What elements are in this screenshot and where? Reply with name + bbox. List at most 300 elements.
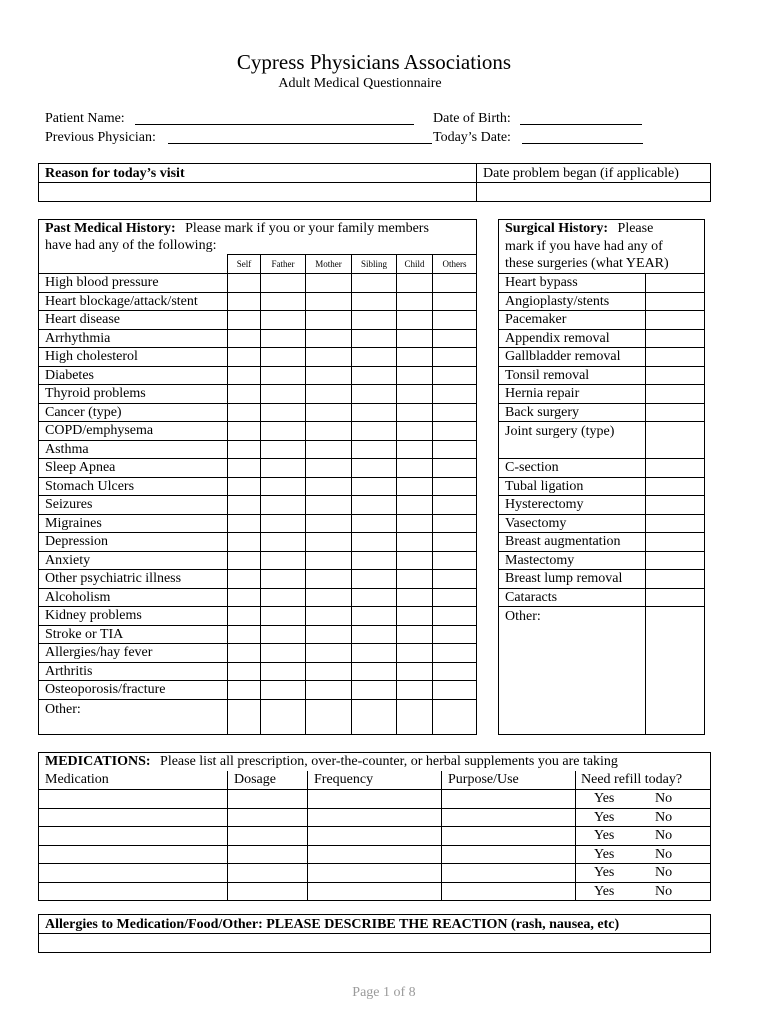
- check-cell-others[interactable]: [433, 514, 477, 533]
- condition-row: [39, 588, 477, 607]
- surgical-heading-row: [499, 220, 705, 274]
- check-cell-mother[interactable]: [306, 366, 352, 385]
- surgery-year-cell[interactable]: [646, 514, 705, 533]
- condition-row: [39, 477, 477, 496]
- purpose-cell[interactable]: [442, 790, 576, 809]
- check-cell-child[interactable]: [397, 607, 433, 626]
- check-cell-father[interactable]: [261, 699, 306, 734]
- previous-physician-label: Previous Physician:: [45, 130, 156, 145]
- check-cell-sibling[interactable]: [352, 662, 397, 681]
- check-cell-sibling[interactable]: [352, 607, 397, 626]
- medication-cell[interactable]: [39, 845, 228, 864]
- column-header-self: Self: [228, 255, 261, 274]
- date-problem-began-input-cell[interactable]: [477, 183, 711, 202]
- check-cell-others[interactable]: [433, 496, 477, 515]
- surgery-row: [499, 496, 705, 515]
- medication-row: [39, 827, 711, 846]
- check-cell-self[interactable]: [228, 329, 261, 348]
- dosage-cell[interactable]: [228, 864, 308, 883]
- pmh-heading-row: [39, 220, 477, 255]
- check-cell-child[interactable]: [397, 533, 433, 552]
- surgery-year-cell[interactable]: [646, 403, 705, 422]
- pmh-heading-line2: have had any of the following:: [45, 238, 217, 253]
- pmh-column-header-blank: [39, 255, 228, 274]
- check-cell-others[interactable]: [433, 459, 477, 478]
- refill-yes-option[interactable]: Yes: [594, 809, 615, 825]
- surgery-row: [499, 329, 705, 348]
- condition-label: Heart disease: [39, 311, 228, 330]
- check-cell-others[interactable]: [433, 403, 477, 422]
- check-cell-father[interactable]: [261, 662, 306, 681]
- pmh-other-label[interactable]: Other:: [39, 699, 228, 734]
- condition-label: Thyroid problems: [39, 385, 228, 404]
- check-cell-mother[interactable]: [306, 329, 352, 348]
- column-header-sibling: Sibling: [352, 255, 397, 274]
- check-cell-self[interactable]: [228, 311, 261, 330]
- check-cell-father[interactable]: [261, 329, 306, 348]
- refill-no-option[interactable]: No: [655, 865, 673, 881]
- reason-input-cell[interactable]: [39, 183, 477, 202]
- check-cell-others[interactable]: [433, 625, 477, 644]
- medications-heading-bold: MEDICATIONS:: [45, 754, 151, 770]
- check-cell-self[interactable]: [228, 681, 261, 700]
- check-cell-mother[interactable]: [306, 514, 352, 533]
- check-cell-child[interactable]: [397, 588, 433, 607]
- check-cell-father[interactable]: [261, 274, 306, 293]
- column-header-medication: Medication: [39, 771, 228, 790]
- condition-row: [39, 422, 477, 441]
- check-cell-mother[interactable]: [306, 459, 352, 478]
- surgery-label: Tonsil removal: [499, 366, 646, 385]
- frequency-cell[interactable]: [308, 827, 442, 846]
- check-cell-mother[interactable]: [306, 699, 352, 734]
- column-header-child: Child: [397, 255, 433, 274]
- check-cell-child[interactable]: [397, 385, 433, 404]
- surgery-label: Mastectomy: [499, 551, 646, 570]
- allergies-input-cell[interactable]: [39, 934, 711, 953]
- check-cell-father[interactable]: [261, 385, 306, 404]
- medication-cell[interactable]: [39, 882, 228, 901]
- surgery-label: Breast lump removal: [499, 570, 646, 589]
- check-cell-child[interactable]: [397, 496, 433, 515]
- check-cell-father[interactable]: [261, 625, 306, 644]
- check-cell-sibling[interactable]: [352, 570, 397, 589]
- check-cell-mother[interactable]: [306, 477, 352, 496]
- check-cell-sibling[interactable]: [352, 588, 397, 607]
- medication-row: [39, 864, 711, 883]
- surgery-year-cell[interactable]: [646, 588, 705, 607]
- check-cell-self[interactable]: [228, 459, 261, 478]
- check-cell-others[interactable]: [433, 588, 477, 607]
- check-cell-mother[interactable]: [306, 570, 352, 589]
- check-cell-others[interactable]: [433, 366, 477, 385]
- check-cell-mother[interactable]: [306, 348, 352, 367]
- check-cell-father[interactable]: [261, 533, 306, 552]
- check-cell-father[interactable]: [261, 422, 306, 441]
- check-cell-others[interactable]: [433, 348, 477, 367]
- condition-row: [39, 440, 477, 459]
- check-cell-mother[interactable]: [306, 551, 352, 570]
- condition-label: High cholesterol: [39, 348, 228, 367]
- check-cell-child[interactable]: [397, 644, 433, 663]
- check-cell-sibling[interactable]: [352, 311, 397, 330]
- check-cell-others[interactable]: [433, 699, 477, 734]
- dosage-cell[interactable]: [228, 827, 308, 846]
- check-cell-self[interactable]: [228, 699, 261, 734]
- allergies-table: [38, 914, 711, 953]
- purpose-cell[interactable]: [442, 845, 576, 864]
- check-cell-mother[interactable]: [306, 292, 352, 311]
- check-cell-child[interactable]: [397, 422, 433, 441]
- check-cell-self[interactable]: [228, 607, 261, 626]
- surgery-row: [499, 348, 705, 367]
- check-cell-self[interactable]: [228, 625, 261, 644]
- check-cell-father[interactable]: [261, 681, 306, 700]
- previous-physician-field[interactable]: [168, 130, 432, 144]
- check-cell-self[interactable]: [228, 570, 261, 589]
- surgery-year-cell[interactable]: [646, 311, 705, 330]
- column-header-frequency: Frequency: [308, 771, 442, 790]
- check-cell-sibling[interactable]: [352, 329, 397, 348]
- check-cell-others[interactable]: [433, 311, 477, 330]
- check-cell-sibling[interactable]: [352, 459, 397, 478]
- refill-no-option[interactable]: No: [655, 883, 673, 899]
- check-cell-child[interactable]: [397, 681, 433, 700]
- check-cell-sibling[interactable]: [352, 440, 397, 459]
- check-cell-father[interactable]: [261, 496, 306, 515]
- reason-header-row: [39, 164, 711, 183]
- surgery-label: Pacemaker: [499, 311, 646, 330]
- surgical-other-label[interactable]: Other:: [499, 607, 646, 735]
- check-cell-others[interactable]: [433, 570, 477, 589]
- check-cell-self[interactable]: [228, 588, 261, 607]
- condition-label: Stroke or TIA: [39, 625, 228, 644]
- condition-row: [39, 551, 477, 570]
- allergies-heading: Allergies to Medication/Food/Other: PLEASE DESCRIBE THE REACTION (rash, nausea, etc): [39, 915, 711, 934]
- check-cell-father[interactable]: [261, 403, 306, 422]
- check-cell-mother[interactable]: [306, 274, 352, 293]
- condition-label: Osteoporosis/fracture: [39, 681, 228, 700]
- condition-row: [39, 329, 477, 348]
- frequency-cell[interactable]: [308, 882, 442, 901]
- surgery-year-cell[interactable]: [646, 607, 705, 735]
- condition-label: Cancer (type): [39, 403, 228, 422]
- check-cell-sibling[interactable]: [352, 385, 397, 404]
- check-cell-self[interactable]: [228, 662, 261, 681]
- surgery-label: Vasectomy: [499, 514, 646, 533]
- check-cell-self[interactable]: [228, 274, 261, 293]
- refill-yes-option[interactable]: Yes: [594, 846, 615, 862]
- check-cell-self[interactable]: [228, 477, 261, 496]
- check-cell-child[interactable]: [397, 292, 433, 311]
- check-cell-sibling[interactable]: [352, 422, 397, 441]
- check-cell-self[interactable]: [228, 644, 261, 663]
- check-cell-sibling[interactable]: [352, 348, 397, 367]
- check-cell-others[interactable]: [433, 533, 477, 552]
- check-cell-mother[interactable]: [306, 403, 352, 422]
- date-of-birth-field[interactable]: [520, 111, 642, 125]
- pmh-other-row: [39, 699, 477, 734]
- refill-yes-option[interactable]: Yes: [594, 791, 615, 807]
- check-cell-others[interactable]: [433, 681, 477, 700]
- column-header-others: Others: [433, 255, 477, 274]
- check-cell-mother[interactable]: [306, 496, 352, 515]
- check-cell-sibling[interactable]: [352, 681, 397, 700]
- surgery-label: Gallbladder removal: [499, 348, 646, 367]
- surgery-label: Back surgery: [499, 403, 646, 422]
- check-cell-child[interactable]: [397, 570, 433, 589]
- frequency-cell[interactable]: [308, 808, 442, 827]
- column-header-mother: Mother: [306, 255, 352, 274]
- dosage-cell[interactable]: [228, 882, 308, 901]
- check-cell-father[interactable]: [261, 588, 306, 607]
- purpose-cell[interactable]: [442, 827, 576, 846]
- medications-heading-row: [39, 753, 711, 771]
- medication-cell[interactable]: [39, 864, 228, 883]
- condition-row: [39, 496, 477, 515]
- check-cell-sibling[interactable]: [352, 644, 397, 663]
- surgery-row: [499, 570, 705, 589]
- condition-label: Allergies/hay fever: [39, 644, 228, 663]
- check-cell-father[interactable]: [261, 551, 306, 570]
- check-cell-child[interactable]: [397, 311, 433, 330]
- surgical-heading-line1: Please: [617, 221, 654, 237]
- medications-heading-cell: [39, 753, 711, 771]
- surgery-label: Tubal ligation: [499, 477, 646, 496]
- surgery-label: Hysterectomy: [499, 496, 646, 515]
- medication-cell[interactable]: [39, 790, 228, 809]
- surgery-year-cell[interactable]: [646, 385, 705, 404]
- check-cell-child[interactable]: [397, 366, 433, 385]
- medications-heading-text: Please list all prescription, over-the-counter, or herbal supplements you are taking: [160, 754, 618, 770]
- check-cell-child[interactable]: [397, 662, 433, 681]
- check-cell-child[interactable]: [397, 348, 433, 367]
- frequency-cell[interactable]: [308, 864, 442, 883]
- surgery-year-cell[interactable]: [646, 329, 705, 348]
- check-cell-others[interactable]: [433, 440, 477, 459]
- check-cell-father[interactable]: [261, 311, 306, 330]
- check-cell-father[interactable]: [261, 292, 306, 311]
- check-cell-self[interactable]: [228, 385, 261, 404]
- check-cell-others[interactable]: [433, 292, 477, 311]
- check-cell-sibling[interactable]: [352, 403, 397, 422]
- condition-row: [39, 403, 477, 422]
- condition-row: [39, 366, 477, 385]
- surgery-year-cell[interactable]: [646, 551, 705, 570]
- check-cell-father[interactable]: [261, 570, 306, 589]
- check-cell-father[interactable]: [261, 348, 306, 367]
- check-cell-self[interactable]: [228, 403, 261, 422]
- refill-yes-option[interactable]: Yes: [594, 883, 615, 899]
- check-cell-others[interactable]: [433, 477, 477, 496]
- surgery-row: [499, 422, 705, 459]
- surgery-row: [499, 274, 705, 293]
- surgical-history-table: [498, 219, 705, 735]
- check-cell-self[interactable]: [228, 422, 261, 441]
- medication-cell[interactable]: [39, 827, 228, 846]
- check-cell-father[interactable]: [261, 607, 306, 626]
- medication-row: [39, 882, 711, 901]
- check-cell-child[interactable]: [397, 329, 433, 348]
- check-cell-sibling[interactable]: [352, 514, 397, 533]
- check-cell-child[interactable]: [397, 459, 433, 478]
- patient-name-field[interactable]: [135, 111, 414, 125]
- date-problem-began-heading: Date problem began (if applicable): [477, 164, 711, 183]
- medication-row: [39, 790, 711, 809]
- check-cell-mother[interactable]: [306, 422, 352, 441]
- check-cell-father[interactable]: [261, 514, 306, 533]
- check-cell-sibling[interactable]: [352, 477, 397, 496]
- condition-row: [39, 533, 477, 552]
- check-cell-mother[interactable]: [306, 440, 352, 459]
- pmh-column-header-row: [39, 255, 477, 274]
- surgery-label: Breast augmentation: [499, 533, 646, 552]
- condition-label: Asthma: [39, 440, 228, 459]
- check-cell-mother[interactable]: [306, 681, 352, 700]
- medication-row: [39, 845, 711, 864]
- surgery-year-cell[interactable]: [646, 496, 705, 515]
- surgery-label: Appendix removal: [499, 329, 646, 348]
- medication-cell[interactable]: [39, 808, 228, 827]
- check-cell-others[interactable]: [433, 551, 477, 570]
- condition-row: [39, 348, 477, 367]
- condition-label: Kidney problems: [39, 607, 228, 626]
- check-cell-father[interactable]: [261, 366, 306, 385]
- check-cell-mother[interactable]: [306, 588, 352, 607]
- refill-no-option[interactable]: No: [655, 791, 673, 807]
- surgery-year-cell[interactable]: [646, 422, 705, 459]
- reason-heading: Reason for today’s visit: [39, 164, 477, 183]
- check-cell-sibling[interactable]: [352, 292, 397, 311]
- surgery-year-cell[interactable]: [646, 348, 705, 367]
- condition-row: [39, 292, 477, 311]
- check-cell-self[interactable]: [228, 348, 261, 367]
- condition-row: [39, 274, 477, 293]
- check-cell-others[interactable]: [433, 644, 477, 663]
- check-cell-others[interactable]: [433, 422, 477, 441]
- medications-table: [38, 752, 711, 901]
- check-cell-self[interactable]: [228, 366, 261, 385]
- condition-row: [39, 385, 477, 404]
- check-cell-father[interactable]: [261, 459, 306, 478]
- allergies-heading-row: [39, 915, 711, 934]
- check-cell-sibling[interactable]: [352, 496, 397, 515]
- surgery-year-cell[interactable]: [646, 477, 705, 496]
- column-header-need-refill: Need refill today?: [576, 771, 711, 790]
- todays-date-field[interactable]: [522, 130, 643, 144]
- check-cell-self[interactable]: [228, 514, 261, 533]
- column-header-dosage: Dosage: [228, 771, 308, 790]
- refill-yes-option[interactable]: Yes: [594, 865, 615, 881]
- check-cell-sibling[interactable]: [352, 366, 397, 385]
- surgery-year-cell[interactable]: [646, 366, 705, 385]
- check-cell-mother[interactable]: [306, 662, 352, 681]
- check-cell-father[interactable]: [261, 440, 306, 459]
- check-cell-mother[interactable]: [306, 644, 352, 663]
- surgery-year-cell[interactable]: [646, 274, 705, 293]
- check-cell-others[interactable]: [433, 274, 477, 293]
- check-cell-self[interactable]: [228, 292, 261, 311]
- check-cell-child[interactable]: [397, 274, 433, 293]
- condition-label: Other psychiatric illness: [39, 570, 228, 589]
- check-cell-mother[interactable]: [306, 625, 352, 644]
- check-cell-others[interactable]: [433, 662, 477, 681]
- surgery-row: [499, 366, 705, 385]
- check-cell-child[interactable]: [397, 551, 433, 570]
- dosage-cell[interactable]: [228, 790, 308, 809]
- check-cell-father[interactable]: [261, 644, 306, 663]
- check-cell-mother[interactable]: [306, 385, 352, 404]
- check-cell-self[interactable]: [228, 551, 261, 570]
- surgical-heading-bold: Surgical History:: [505, 221, 609, 237]
- check-cell-mother[interactable]: [306, 607, 352, 626]
- surgery-row: [499, 551, 705, 570]
- check-cell-others[interactable]: [433, 385, 477, 404]
- frequency-cell[interactable]: [308, 845, 442, 864]
- dosage-cell[interactable]: [228, 808, 308, 827]
- surgery-label: Cataracts: [499, 588, 646, 607]
- check-cell-others[interactable]: [433, 329, 477, 348]
- purpose-cell[interactable]: [442, 882, 576, 901]
- check-cell-child[interactable]: [397, 514, 433, 533]
- surgery-label: Angioplasty/stents: [499, 292, 646, 311]
- surgery-row: [499, 477, 705, 496]
- check-cell-self[interactable]: [228, 496, 261, 515]
- refill-yes-option[interactable]: Yes: [594, 828, 615, 844]
- check-cell-child[interactable]: [397, 477, 433, 496]
- check-cell-father[interactable]: [261, 477, 306, 496]
- condition-row: [39, 662, 477, 681]
- refill-no-option[interactable]: No: [655, 846, 673, 862]
- condition-label: Alcoholism: [39, 588, 228, 607]
- surgery-year-cell[interactable]: [646, 570, 705, 589]
- todays-date-label: Today’s Date:: [433, 130, 511, 145]
- condition-row: [39, 514, 477, 533]
- dosage-cell[interactable]: [228, 845, 308, 864]
- check-cell-child[interactable]: [397, 625, 433, 644]
- surgery-year-cell[interactable]: [646, 292, 705, 311]
- check-cell-sibling[interactable]: [352, 551, 397, 570]
- condition-row: [39, 681, 477, 700]
- check-cell-child[interactable]: [397, 440, 433, 459]
- check-cell-self[interactable]: [228, 533, 261, 552]
- condition-label: Diabetes: [39, 366, 228, 385]
- need-refill-cell: [576, 808, 711, 827]
- surgery-label: Hernia repair: [499, 385, 646, 404]
- purpose-cell[interactable]: [442, 864, 576, 883]
- check-cell-sibling[interactable]: [352, 533, 397, 552]
- condition-label: Seizures: [39, 496, 228, 515]
- refill-no-option[interactable]: No: [655, 828, 673, 844]
- check-cell-sibling[interactable]: [352, 699, 397, 734]
- surgery-year-cell[interactable]: [646, 533, 705, 552]
- check-cell-sibling[interactable]: [352, 274, 397, 293]
- check-cell-child[interactable]: [397, 699, 433, 734]
- refill-no-option[interactable]: No: [655, 809, 673, 825]
- frequency-cell[interactable]: [308, 790, 442, 809]
- check-cell-mother[interactable]: [306, 533, 352, 552]
- condition-label: Stomach Ulcers: [39, 477, 228, 496]
- condition-label: Sleep Apnea: [39, 459, 228, 478]
- check-cell-child[interactable]: [397, 403, 433, 422]
- surgery-year-cell[interactable]: [646, 459, 705, 478]
- check-cell-sibling[interactable]: [352, 625, 397, 644]
- check-cell-mother[interactable]: [306, 311, 352, 330]
- check-cell-self[interactable]: [228, 440, 261, 459]
- purpose-cell[interactable]: [442, 808, 576, 827]
- check-cell-others[interactable]: [433, 607, 477, 626]
- condition-label: COPD/emphysema: [39, 422, 228, 441]
